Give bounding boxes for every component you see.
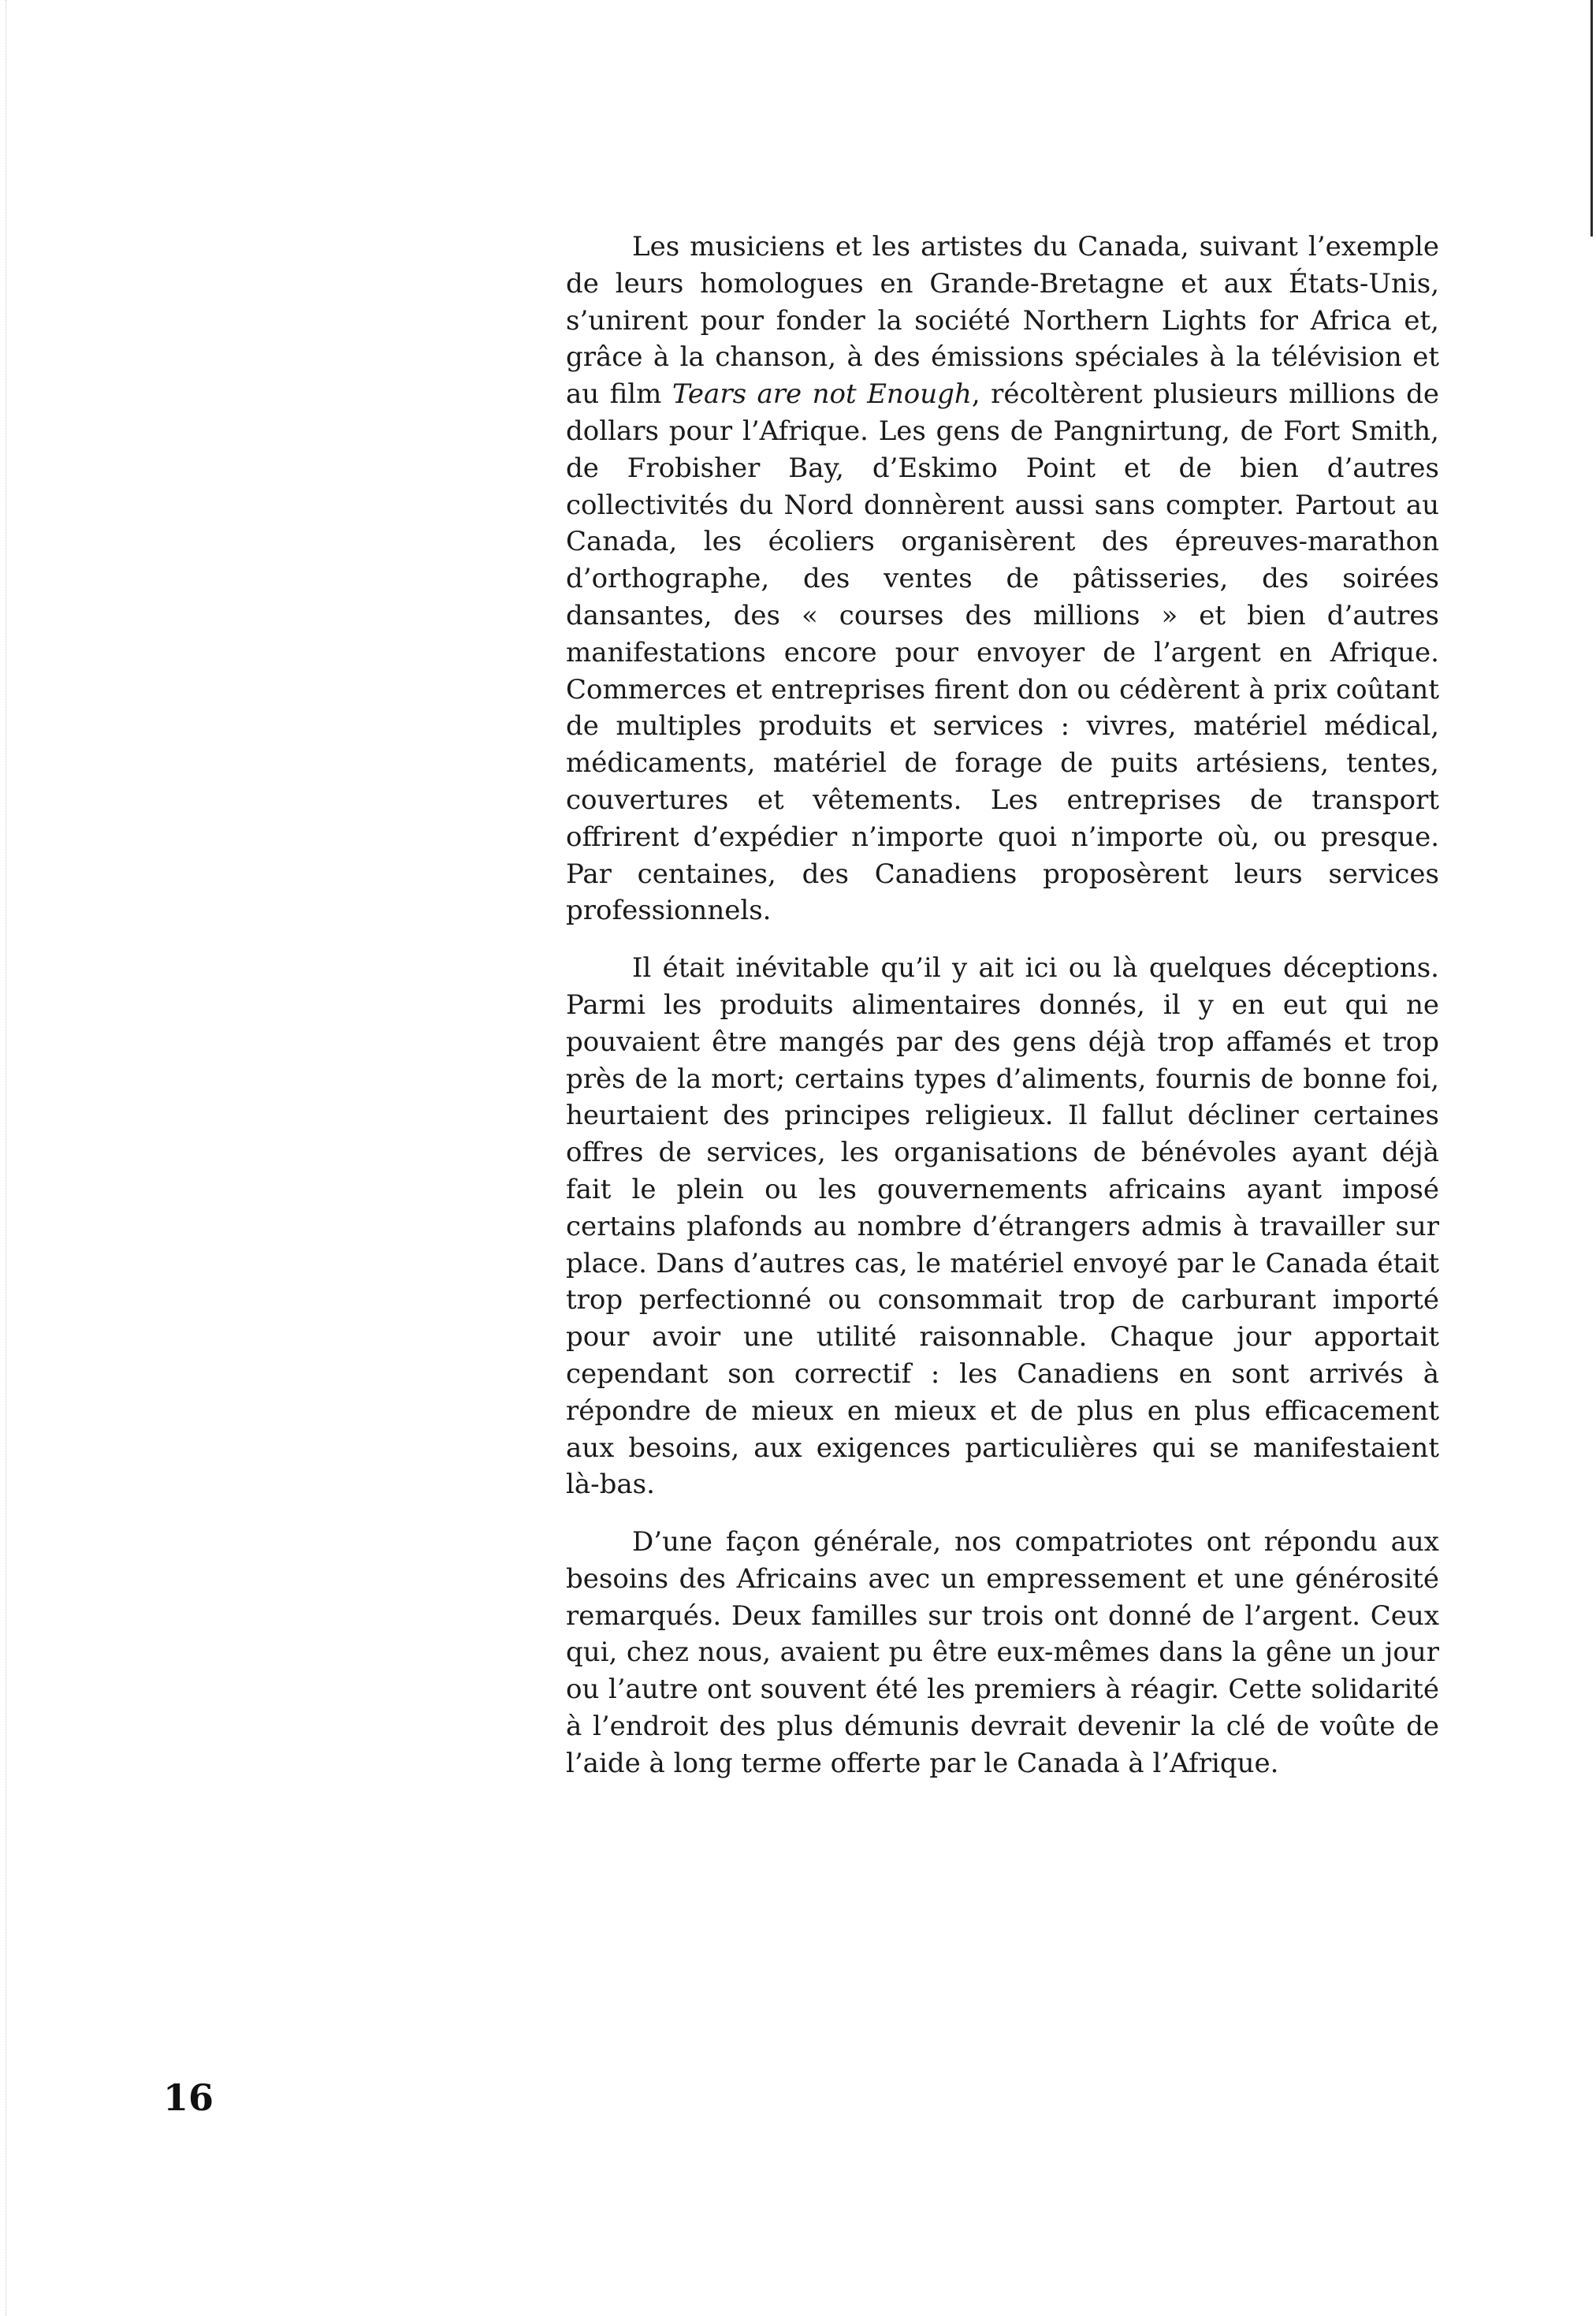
scan-right-edge <box>1590 0 1593 236</box>
paragraph-3: D’une façon générale, nos compatriotes ont répondu aux besoins des Africains avec un empressement et une générosité remarqués. Deux familles sur trois ont donné de l’argent. Ceux qui, chez nous, avaient pu être eux-mêmes dans la gêne un jour ou l’autre ont souvent été les premiers à réagir. Cette solidarité à l’endroit des plus démunis devrait devenir la clé de voûte de l’aide à long terme offerte par le Canada à l’Afrique. <box>566 1526 1439 1779</box>
paragraph-1-text-end: , récoltèrent plusieurs millions de dollars pour l’Afrique. Les gens de Pangnirtung, de Fort Smith, de Frobisher Bay, d’Eskimo Point et de bien d’autres collectivités du Nord donnèrent aussi sans compter. Partout au Canada, les écoliers organisèrent des épreuves-marathon d’orthographe, des ventes de pâtisseries, des soirées dansantes, des « courses des millions » et bien d’autres manifestations encore pour envoyer de l’argent en Afrique. Commerces et entreprises firent don ou cédèrent à prix coûtant de multiples produits et services : vivres, matériel médical, médicaments, matériel de forage de puits artésiens, tentes, couvertures et vêtements. Les entreprises de transport offrirent d’expédier n’importe quoi n’importe où, ou presque. Par centaines, des Canadiens proposèrent leurs services professionnels. <box>566 378 1439 927</box>
scan-left-edge <box>0 0 6 2316</box>
paragraph-2: Il était inévitable qu’il y ait ici ou là quelques déceptions. Parmi les produits alimentaires donnés, il y en eut qui ne pouvaient être mangés par des gens déjà trop affamés et trop près de la mort; certains types d’aliments, fournis de bonne foi, heurtaient des principes religieux. Il fallut décliner certaines offres de services, les organisations de bénévoles ayant déjà fait le plein ou les gouvernements africains ayant imposé certains plafonds au nombre d’étrangers admis à travailler sur place. Dans d’autres cas, le matériel envoyé par le Canada était trop perfectionné ou consommait trop de carburant importé pour avoir une utilité raisonnable. Chaque jour apportait cependant son correctif : les Canadiens en sont arrivés à répondre de mieux en mieux et de plus en plus efficacement aux besoins, aux exigences particulières qui se manifestaient là-bas. <box>566 952 1439 1501</box>
paragraph-1 <box>566 229 1439 929</box>
film-title: Tears are not Enough <box>672 378 972 411</box>
text-column <box>566 229 1439 1803</box>
page-number: 16 <box>163 2076 214 2119</box>
paragraph-1-text-start: Les musiciens et les artistes du Canada, suivant l’exemple de leurs homologues en Grande-Bretagne et aux États-Unis, s’unirent pour fonder la société Northern Lights for Africa et, grâce à la chanson, à des émissions spéciales à la télévision et au film <box>566 231 1439 411</box>
